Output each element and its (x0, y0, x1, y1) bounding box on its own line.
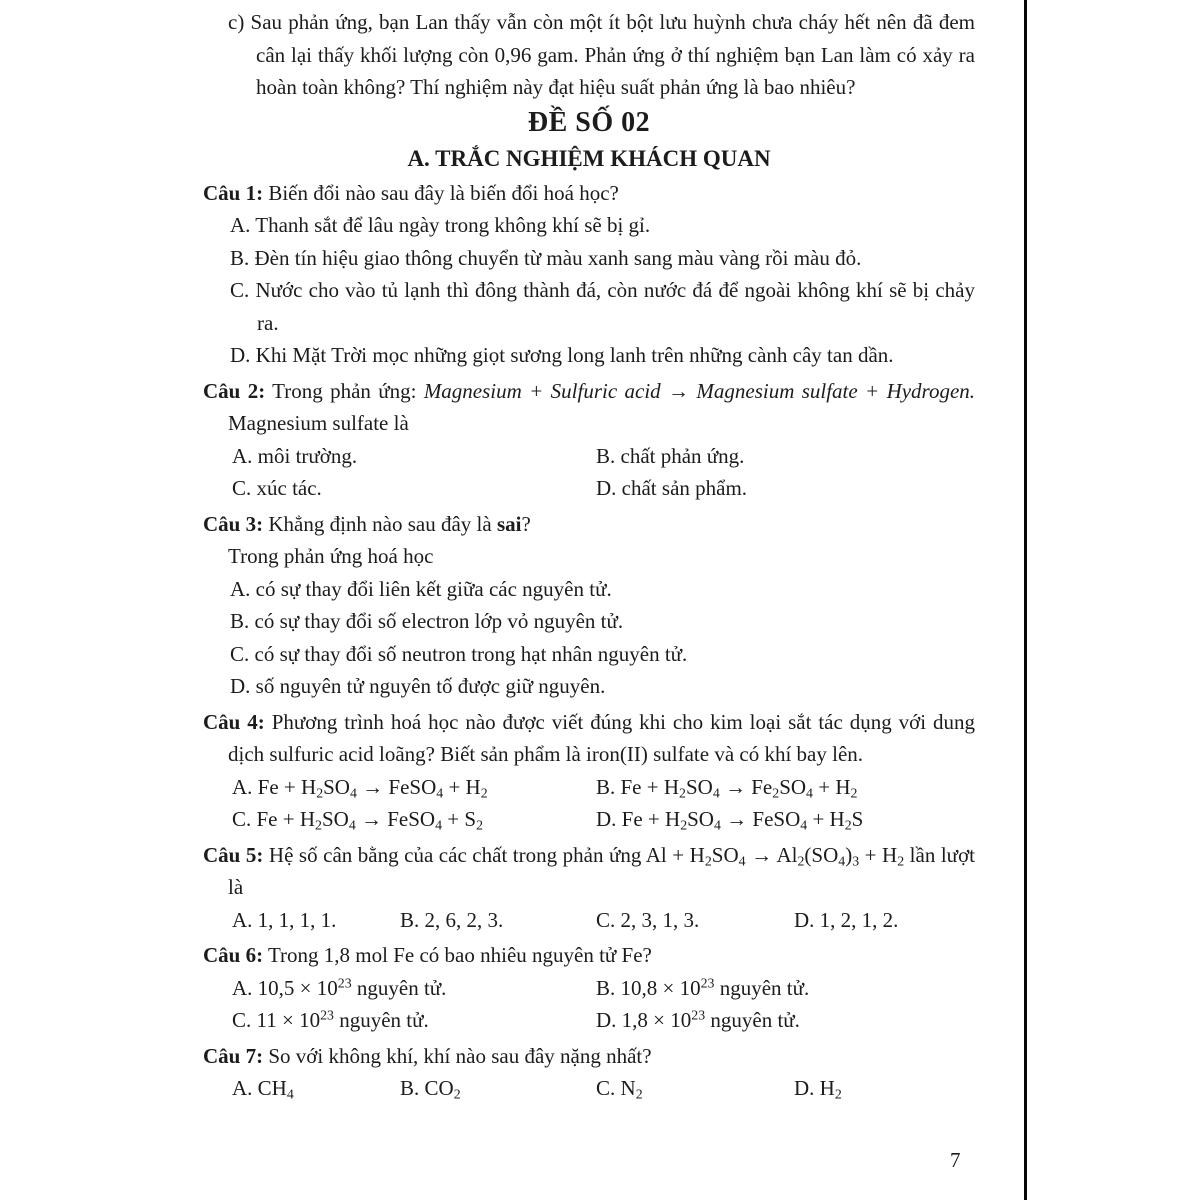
question-3-stem (203, 508, 975, 541)
question-1-stem (203, 177, 975, 210)
question-1-option-b: B. Đèn tín hiệu giao thông chuyển từ màu xanh sang màu vàng rồi màu đỏ. (230, 245, 862, 270)
intro-marker: c) (228, 10, 245, 34)
question-4 (203, 706, 975, 836)
question-2-stem (203, 375, 975, 440)
question-4-option-c: C. $Fe + H_2SO_4$ → FeSO$_4$ + $S_2$ (232, 807, 484, 833)
question-5-option-c: C. 2, 3, 1, 3. (596, 907, 700, 932)
question-5 (203, 839, 975, 937)
question-2 (203, 375, 975, 505)
question-6-option-row-1 (203, 972, 975, 1005)
question-6-option-b: B. $10,8 \times 10^{23}$ nguyên tử. (596, 974, 810, 1000)
question-7-option-a: A. $CH_4$ (232, 1076, 294, 1102)
exam-title: ĐỀ SỐ 02 (527, 106, 651, 138)
question-1-option-c: C. Nước cho vào tủ lạnh thì đông thành đá, còn nước đá để ngoài không khí sẽ bị chảy ra. (230, 278, 975, 335)
question-7-label: Câu 7: (203, 1043, 264, 1068)
question-6 (203, 939, 975, 1037)
question-2-option-row-1 (203, 440, 975, 473)
question-3-note: Trong phản ứng hoá học (228, 544, 434, 568)
question-7-stem (203, 1040, 975, 1073)
question-2-option-b: B. chất phản ứng. (596, 443, 745, 468)
question-3-option-c: C. có sự thay đổi số neutron trong hạt nhân nguyên tử. (230, 641, 688, 666)
question-1 (203, 177, 975, 372)
question-4-stem (203, 706, 975, 771)
question-2-option-row-2 (203, 472, 975, 505)
question-3 (203, 508, 975, 703)
question-2-option-c: C. xúc tác. (232, 476, 322, 500)
question-5-option-d: D. 1, 2, 1, 2. (794, 907, 899, 932)
question-7-text: So với không khí, khí nào sau đây nặng nhất? (268, 1043, 652, 1068)
question-2-text: Trong phản ứng: Magnesium + Sulfuric acid → Magnesium sulfate + Hydrogen. Magnesium sulfate là (228, 378, 976, 435)
question-4-option-d: D. $Fe + H_2SO_4$ → FeSO$_4$ + $H_2S$ (596, 807, 864, 833)
question-7-option-c: C. $N_2$ (596, 1076, 643, 1102)
question-5-stem (203, 839, 975, 904)
question-4-option-b: B. $Fe + H_2SO_4 \to Fe_2SO_4 + H_2$ (596, 774, 858, 800)
question-4-option-row-2 (203, 803, 975, 836)
question-4-text: Phương trình hoá học nào được viết đúng khi cho kim loại sắt tác dụng với dung dịch sulfuric acid loãng? Biết sản phẩm là iron(II) sulfate và có khí bay lên. (228, 709, 975, 766)
page-edge-line (1024, 0, 1027, 1200)
question-1-text: Biến đổi nào sau đây là biến đổi hoá học? (268, 180, 619, 205)
question-1-label: Câu 1: (203, 180, 264, 205)
question-5-option-b: B. 2, 6, 2, 3. (400, 907, 504, 932)
question-4-option-row-1 (203, 771, 975, 804)
question-6-text: Trong 1,8 mol Fe có bao nhiêu nguyên tử Fe? (267, 943, 652, 967)
question-2-option-a: A. môi trường. (232, 443, 358, 468)
question-5-option-row (203, 904, 975, 937)
question-7-option-d: D. $H_2$ (794, 1076, 842, 1102)
section-heading: A. TRẮC NGHIỆM KHÁCH QUAN (407, 145, 771, 171)
question-1-option-d: D. Khi Mặt Trời mọc những giọt sương long lanh trên những cành cây tan dần. (230, 343, 894, 367)
question-5-text: Hệ số cân bằng của các chất trong phản ứng $Al + H_2SO_4 \to Al_2(SO_4)_3 + H_2$ lần lượt là (228, 842, 976, 899)
question-6-option-c: C. $11 \times 10^{23}$ nguyên tử. (232, 1007, 429, 1032)
question-3-label: Câu 3: (203, 511, 264, 536)
page-number: 7 (950, 1148, 961, 1172)
intro-text: Sau phản ứng, bạn Lan thấy vẫn còn một ít bột lưu huỳnh chưa cháy hết nên đã đem cân lại thấy khối lượng còn 0,96 gam. Phản ứng ở thí nghiệm bạn Lan làm có xảy ra hoàn toàn không? Thí nghiệm này đạt hiệu suất phản ứng là bao nhiêu? (250, 10, 975, 99)
question-2-label: Câu 2: (203, 378, 266, 403)
question-7 (203, 1040, 975, 1105)
question-6-label: Câu 6: (203, 943, 264, 967)
question-3-text: Khẳng định nào sau đây là sai? (268, 511, 531, 536)
intro-paragraph (228, 6, 975, 104)
question-6-stem (203, 939, 975, 972)
question-6-option-a: A. $10,5 \times 10^{23}$ nguyên tử. (232, 974, 447, 1000)
question-4-option-a: A. $Fe + H_2SO_4$ → FeSO$_4$ + $H_2$ (232, 774, 488, 800)
question-6-option-d: D. $1,8 \times 10^{23}$ nguyên tử. (596, 1007, 800, 1032)
question-5-option-a: A. 1, 1, 1, 1. (232, 907, 337, 932)
question-3-option-b: B. có sự thay đổi số electron lớp vỏ nguyên tử. (230, 609, 624, 633)
question-5-label: Câu 5: (203, 842, 264, 867)
question-7-option-b: B. $CO_2$ (400, 1076, 461, 1102)
page-content (203, 6, 975, 1105)
question-3-option-d: D. số nguyên tử nguyên tố được giữ nguyên. (230, 674, 606, 698)
question-2-option-d: D. chất sản phẩm. (596, 476, 748, 500)
question-6-option-row-2 (203, 1004, 975, 1037)
question-1-option-a: A. Thanh sắt để lâu ngày trong không khí sẽ bị gỉ. (230, 213, 651, 237)
question-7-option-row (203, 1072, 975, 1105)
question-3-option-a: A. có sự thay đổi liên kết giữa các nguyên tử. (230, 576, 612, 601)
question-4-label: Câu 4: (203, 709, 265, 734)
